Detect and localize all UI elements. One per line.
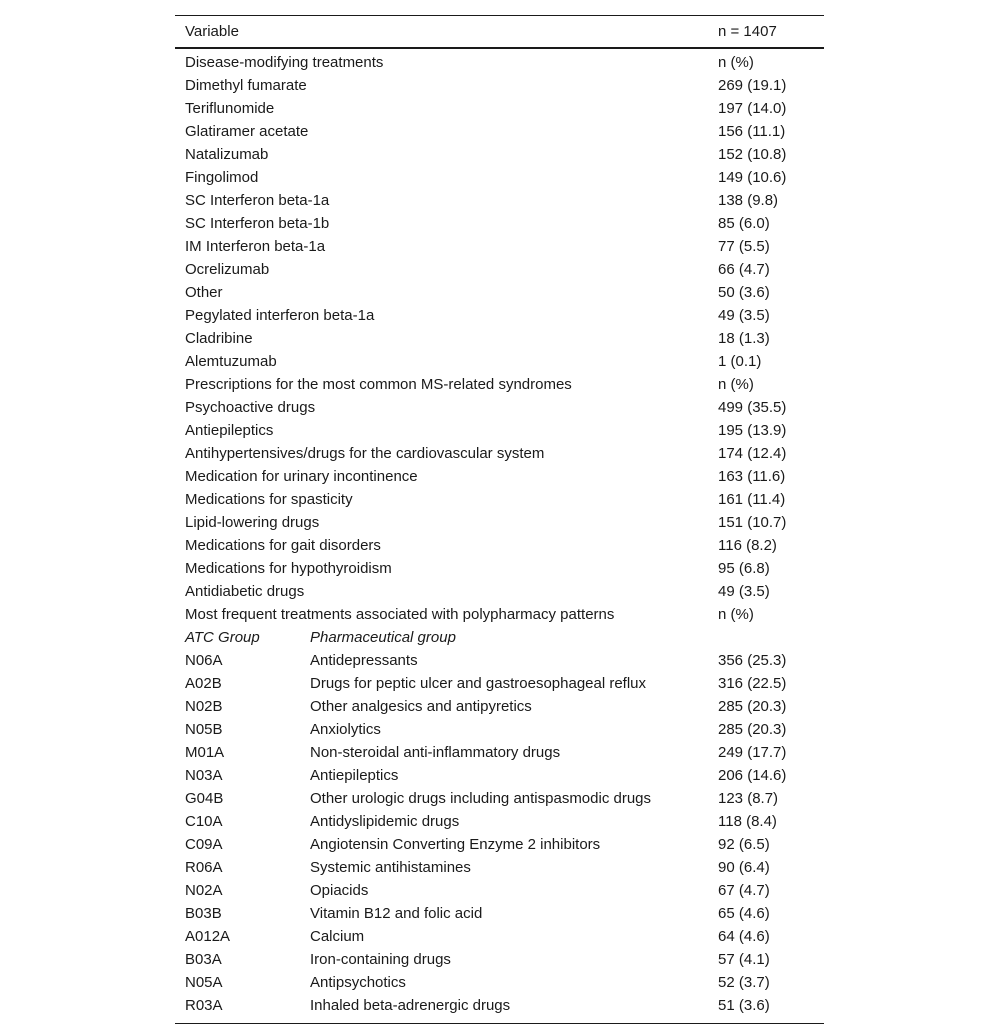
- table-row: [175, 925, 824, 948]
- row-value: 49 (3.5): [718, 307, 770, 324]
- row-value: 163 (11.6): [718, 468, 786, 485]
- pharmaceutical-group: Angiotensin Converting Enzyme 2 inhibitors: [310, 836, 601, 853]
- row-label: Antihypertensives/drugs for the cardiovascular system: [185, 445, 545, 462]
- subheader-row: [175, 626, 824, 649]
- table-row: [175, 511, 824, 534]
- section-unit: n (%): [718, 54, 754, 71]
- table-row: [175, 396, 824, 419]
- row-value: 77 (5.5): [718, 238, 770, 255]
- atc-code: B03B: [185, 905, 222, 922]
- row-value: 138 (9.8): [718, 192, 779, 209]
- pharmaceutical-group: Calcium: [310, 928, 365, 945]
- row-value: 67 (4.7): [718, 882, 770, 899]
- table-row: [175, 166, 824, 189]
- row-label: Dimethyl fumarate: [185, 77, 307, 94]
- table-row: [175, 97, 824, 120]
- atc-code: N06A: [185, 652, 223, 669]
- row-value: 151 (10.7): [718, 514, 787, 531]
- row-value: 269 (19.1): [718, 77, 787, 94]
- row-value: 174 (12.4): [718, 445, 787, 462]
- table-row: [175, 672, 824, 695]
- table-row: [175, 419, 824, 442]
- row-label: Glatiramer acetate: [185, 123, 309, 140]
- row-value: 57 (4.1): [718, 951, 770, 968]
- pharmaceutical-group: Other urologic drugs including antispasmodic drugs: [310, 790, 652, 807]
- atc-code: G04B: [185, 790, 224, 807]
- row-label: Other: [185, 284, 223, 301]
- row-value: 195 (13.9): [718, 422, 787, 439]
- row-value: 499 (35.5): [718, 399, 787, 416]
- row-value: 156 (11.1): [718, 123, 786, 140]
- table-row: [175, 143, 824, 166]
- pharmaceutical-group: Inhaled beta-adrenergic drugs: [310, 997, 511, 1014]
- table-row: [175, 350, 824, 373]
- table-body: [175, 51, 824, 1017]
- row-label: Antiepileptics: [185, 422, 274, 439]
- table-row: [175, 304, 824, 327]
- table-row: [175, 649, 824, 672]
- atc-code: N02B: [185, 698, 223, 715]
- row-value: 50 (3.6): [718, 284, 770, 301]
- atc-code: R03A: [185, 997, 223, 1014]
- row-value: 65 (4.6): [718, 905, 770, 922]
- atc-code: N05A: [185, 974, 223, 991]
- table-row: [175, 580, 824, 603]
- table-row: [175, 879, 824, 902]
- row-value: 206 (14.6): [718, 767, 787, 784]
- row-label: Psychoactive drugs: [185, 399, 316, 416]
- row-value: 95 (6.8): [718, 560, 770, 577]
- row-value: 1 (0.1): [718, 353, 762, 370]
- row-label: Medication for urinary incontinence: [185, 468, 418, 485]
- row-value: 285 (20.3): [718, 698, 787, 715]
- table-row: [175, 74, 824, 97]
- table-row: [175, 534, 824, 557]
- row-value: 118 (8.4): [718, 813, 777, 830]
- row-value: 316 (22.5): [718, 675, 787, 692]
- pharmaceutical-group: Opiacids: [310, 882, 369, 899]
- row-label: Alemtuzumab: [185, 353, 277, 370]
- section-title: Disease-modifying treatments: [185, 54, 384, 71]
- table-row: [175, 695, 824, 718]
- table-row: [175, 764, 824, 787]
- row-value: 285 (20.3): [718, 721, 787, 738]
- row-value: 18 (1.3): [718, 330, 770, 347]
- row-label: IM Interferon beta-1a: [185, 238, 326, 255]
- header-variable: Variable: [185, 23, 239, 40]
- section-title: Prescriptions for the most common MS-related syndromes: [185, 376, 572, 393]
- pharmaceutical-group: Iron-containing drugs: [310, 951, 451, 968]
- row-label: Pegylated interferon beta-1a: [185, 307, 375, 324]
- table-row: [175, 994, 824, 1017]
- atc-code: B03A: [185, 951, 222, 968]
- table-row: [175, 787, 824, 810]
- atc-code: N05B: [185, 721, 223, 738]
- row-label: Medications for spasticity: [185, 491, 353, 508]
- table-row: [175, 235, 824, 258]
- table-row: [175, 810, 824, 833]
- table-row: [175, 189, 824, 212]
- section-unit: n (%): [718, 606, 754, 623]
- atc-code: N03A: [185, 767, 223, 784]
- row-value: 356 (25.3): [718, 652, 787, 669]
- row-label: Cladribine: [185, 330, 253, 347]
- row-value: 116 (8.2): [718, 537, 777, 554]
- row-value: 249 (17.7): [718, 744, 787, 761]
- atc-code: A012A: [185, 928, 231, 945]
- table-row: [175, 557, 824, 580]
- row-label: SC Interferon beta-1a: [185, 192, 330, 209]
- pharmaceutical-group: Vitamin B12 and folic acid: [310, 905, 483, 922]
- pharmaceutical-group: Other analgesics and antipyretics: [310, 698, 532, 715]
- table-row: [175, 718, 824, 741]
- row-label: Medications for gait disorders: [185, 537, 381, 554]
- row-value: 49 (3.5): [718, 583, 770, 600]
- subheader-atc-group: ATC Group: [185, 629, 260, 646]
- row-label: Fingolimod: [185, 169, 259, 186]
- table-row: [175, 833, 824, 856]
- pharmaceutical-group: Systemic antihistamines: [310, 859, 471, 876]
- table-row: [175, 856, 824, 879]
- table-header-row: [175, 16, 824, 47]
- row-value: 66 (4.7): [718, 261, 770, 278]
- atc-code: C09A: [185, 836, 223, 853]
- atc-code: C10A: [185, 813, 223, 830]
- row-label: Teriflunomide: [185, 100, 275, 117]
- table-row: [175, 488, 824, 511]
- section-header-row: [175, 51, 824, 74]
- pharmaceutical-group: Anxiolytics: [310, 721, 381, 738]
- table-row: [175, 902, 824, 925]
- row-value: 64 (4.6): [718, 928, 770, 945]
- atc-code: A02B: [185, 675, 222, 692]
- row-value: 92 (6.5): [718, 836, 770, 853]
- section-header-row: [175, 603, 824, 626]
- pharmaceutical-group: Antipsychotics: [310, 974, 406, 991]
- table-row: [175, 120, 824, 143]
- row-value: 51 (3.6): [718, 997, 770, 1014]
- pharmaceutical-group: Non-steroidal anti-inflammatory drugs: [310, 744, 561, 761]
- row-value: 197 (14.0): [718, 100, 787, 117]
- bottom-rule: [175, 1023, 824, 1024]
- row-value: 90 (6.4): [718, 859, 770, 876]
- table-row: [175, 971, 824, 994]
- row-value: 123 (8.7): [718, 790, 779, 807]
- table-row: [175, 212, 824, 235]
- table-row: [175, 948, 824, 971]
- table-row: [175, 741, 824, 764]
- table-row: [175, 327, 824, 350]
- row-value: 149 (10.6): [718, 169, 787, 186]
- pharmaceutical-group: Antidepressants: [310, 652, 418, 669]
- row-value: 52 (3.7): [718, 974, 770, 991]
- row-label: Ocrelizumab: [185, 261, 270, 278]
- row-label: SC Interferon beta-1b: [185, 215, 330, 232]
- header-n: n = 1407: [718, 23, 777, 40]
- pharmaceutical-group: Antiepileptics: [310, 767, 399, 784]
- atc-code: N02A: [185, 882, 223, 899]
- pharmaceutical-group: Drugs for peptic ulcer and gastroesophageal reflux: [310, 675, 647, 692]
- row-value: 161 (11.4): [718, 491, 786, 508]
- table-row: [175, 281, 824, 304]
- row-label: Lipid-lowering drugs: [185, 514, 320, 531]
- row-label: Natalizumab: [185, 146, 269, 163]
- section-title: Most frequent treatments associated with polypharmacy patterns: [185, 606, 615, 623]
- subheader-pharmaceutical-group: Pharmaceutical group: [310, 629, 456, 646]
- row-value: 152 (10.8): [718, 146, 787, 163]
- pharmaceutical-group: Antidyslipidemic drugs: [310, 813, 460, 830]
- table-row: [175, 465, 824, 488]
- atc-code: R06A: [185, 859, 223, 876]
- row-value: 85 (6.0): [718, 215, 770, 232]
- data-table: [175, 15, 824, 1024]
- row-label: Medications for hypothyroidism: [185, 560, 392, 577]
- table-row: [175, 258, 824, 281]
- atc-code: M01A: [185, 744, 225, 761]
- table-row: [175, 442, 824, 465]
- row-label: Antidiabetic drugs: [185, 583, 305, 600]
- section-unit: n (%): [718, 376, 754, 393]
- section-header-row: [175, 373, 824, 396]
